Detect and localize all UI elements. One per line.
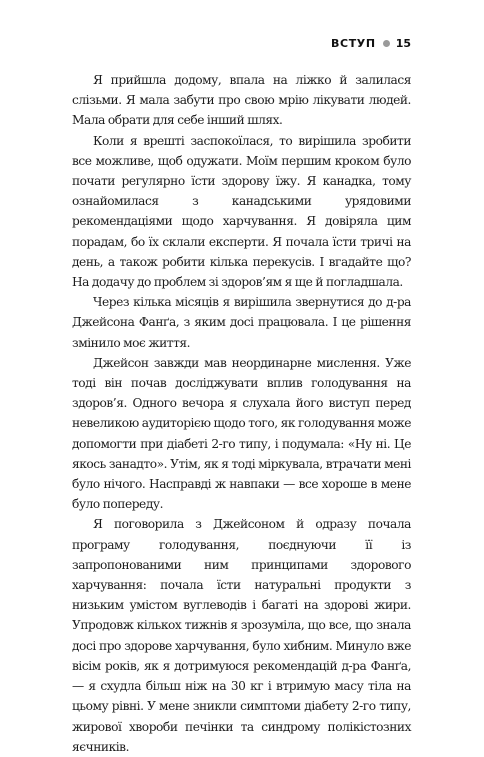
running-head: [331, 37, 411, 50]
paragraph: Я поговорила з Джейсоном й одразу почала програму голодування, поєднуючи її із запропонованими ним принципами здорового харчування: почала їсти натуральні продукти з низьким умістом вуглеводів і багаті на здорові жири. Упродовж кількох тижнів я зрозуміла, що все, що знала досі про здорове харчування, було хибним. Минуло вже вісім років, як я дотримуюся рекомендацій д-ра Фанґа, — я схудла більш ніж на 30 кг і втримую масу тіла на цьому рівні. У мене зникли симптоми діабету 2-го типу, жирової хвороби печінки та синдрому полікістозних яєчників.: [72, 517, 411, 754]
separator-dot-icon: [383, 40, 390, 47]
paragraph: Я прийшла додому, впала на ліжко й залилася слізьми. Я мала забути про свою мрію лікувати людей. Мала обрати для себе інший шлях.: [72, 73, 411, 128]
paragraph: Коли я врешті заспокоїлася, то вирішила зробити все можливе, щоб одужати. Моїм першим кроком було почати регулярно їсти здорову їжу. Я канадка, тому ознайомилася з канадськими урядовими рекомендаціями щодо харчування. Я довіряла цим порадам, бо їх склали експерти. Я почала їсти тричі на день, а також робити кілька перекусів. І вгадайте що? На додачу до проблем зі здоров’ям я ще й погладшала.: [72, 133, 411, 290]
section-title: ВСТУП: [331, 37, 376, 50]
page-number: 15: [395, 37, 411, 50]
paragraph: Через кілька місяців я вирішила звернутися до д-ра Джейсона Фанґа, з яким досі працювала. І це рішення змінило моє життя.: [72, 295, 411, 350]
body-text: [72, 70, 411, 757]
paragraph: Джейсон завжди мав неординарне мислення. Уже тоді він почав досліджувати вплив голодування на здоров’я. Одного вечора я слухала його виступ перед невеликою аудиторією щодо того, як голодування може допомогти при діабеті 2-го типу, і подумала: «Ну ні. Це якось занадто». Утім, як я тоді міркувала, втрачати мені було нічого. Насправді ж навпаки — все хороше в мене було попереду.: [72, 355, 411, 512]
